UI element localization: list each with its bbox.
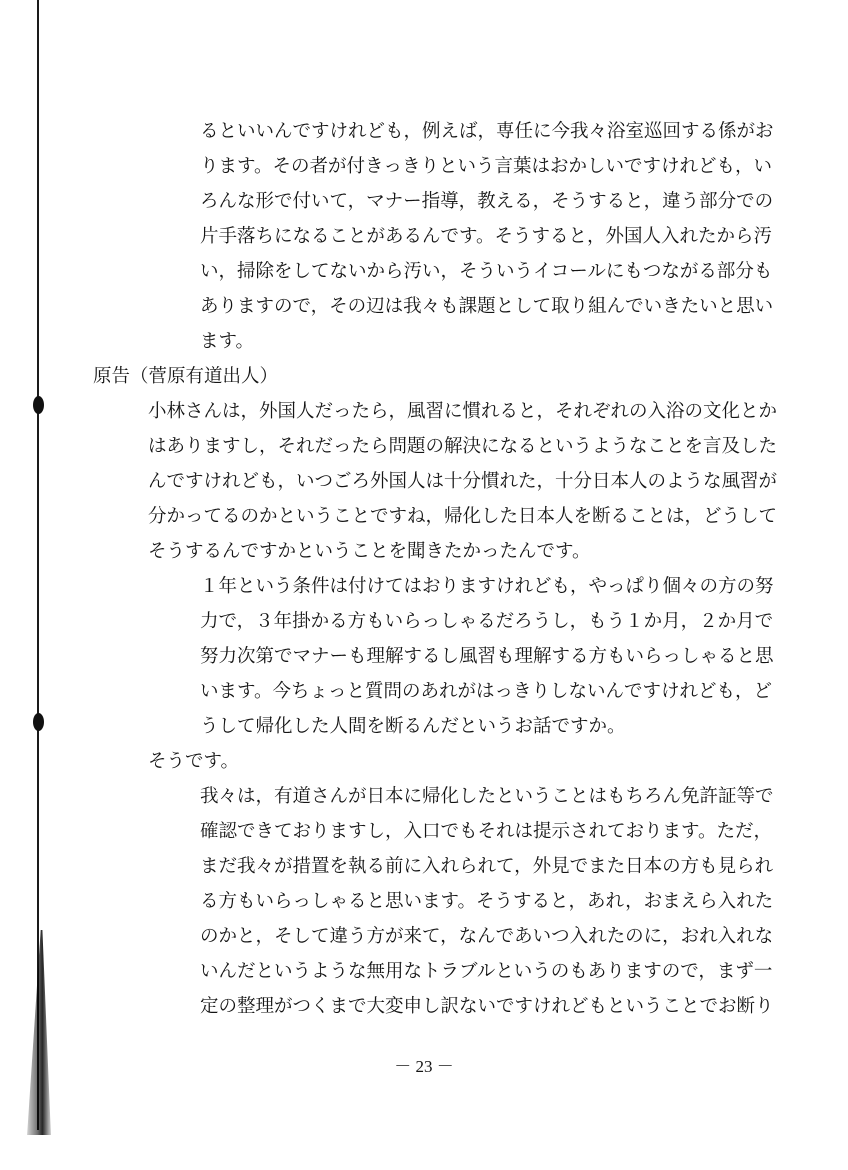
text-line: い，掃除をしてないから汚い，そういうイコールにもつながる部分も xyxy=(200,261,773,282)
text-line: います。今ちょっと質問のあれがはっきりしないんですけれども，ど xyxy=(200,681,773,702)
text-line: 片手落ちになることがあるんです。そうすると，外国人入れたから汚 xyxy=(200,226,773,247)
binding-hole xyxy=(33,713,44,731)
text-line: うして帰化した人間を断るんだというお話ですか。 xyxy=(200,716,626,737)
text-line: 確認できておりますし，入口でもそれは提示されております。ただ， xyxy=(200,821,773,842)
text-line: 力で，３年掛かる方もいらっしゃるだろうし，もう１か月，２か月で xyxy=(200,611,774,632)
text-line: まだ我々が措置を執る前に入れられて，外見でまた日本の方も見られ xyxy=(200,856,774,877)
text-line: ります。その者が付きっきりという言葉はおかしいですけれども，い xyxy=(200,156,773,177)
text-line: んですけれども，いつごろ外国人は十分慣れた，十分日本人のような風習が xyxy=(148,471,778,492)
text-line: ます。 xyxy=(200,331,255,352)
text-line: はありますし，それだったら問題の解決になるというようなことを言及した xyxy=(148,436,778,457)
text-line: るといいんですけれども，例えば，専任に今我々浴室巡回する係がお xyxy=(200,121,774,142)
text-line: いんだというような無用なトラブルというのもありますので，まず一 xyxy=(200,961,773,982)
text-line: のかと，そして違う方が来て，なんであいつ入れたのに，おれ入れな xyxy=(200,926,774,947)
page-number: － 23 － xyxy=(394,1057,454,1076)
text-line: 努力次第でマナーも理解するし風習も理解する方もいらっしゃると思 xyxy=(200,646,774,667)
text-line: 小林さんは，外国人だったら，風習に慣れると，それぞれの入浴の文化とか xyxy=(148,401,778,422)
text-line: 我々は，有道さんが日本に帰化したということはもちろん免許証等で xyxy=(200,786,774,807)
text-line: そうです。 xyxy=(148,751,240,772)
text-line: 定の整理がつくまで大変申し訳ないですけれどもということでお断り xyxy=(200,996,774,1017)
binding-shadow xyxy=(22,930,56,1135)
speaker-label: 原告（菅原有道出人） xyxy=(93,366,279,387)
text-line: る方もいらっしゃると思います。そうすると，あれ，おまえら入れた xyxy=(200,891,774,912)
text-line: そうするんですかということを聞きたかったんです。 xyxy=(148,541,591,562)
text-line: １年という条件は付けてはおりますけれども，やっぱり個々の方の努 xyxy=(200,576,774,597)
text-line: ろんな形で付いて，マナー指導，教える，そうすると，違う部分での xyxy=(200,191,774,212)
text-line: ありますので，その辺は我々も課題として取り組んでいきたいと思い xyxy=(200,296,774,317)
binding-hole xyxy=(33,396,44,414)
text-line: 分かってるのかということですね，帰化した日本人を断ることは，どうして xyxy=(148,506,778,527)
